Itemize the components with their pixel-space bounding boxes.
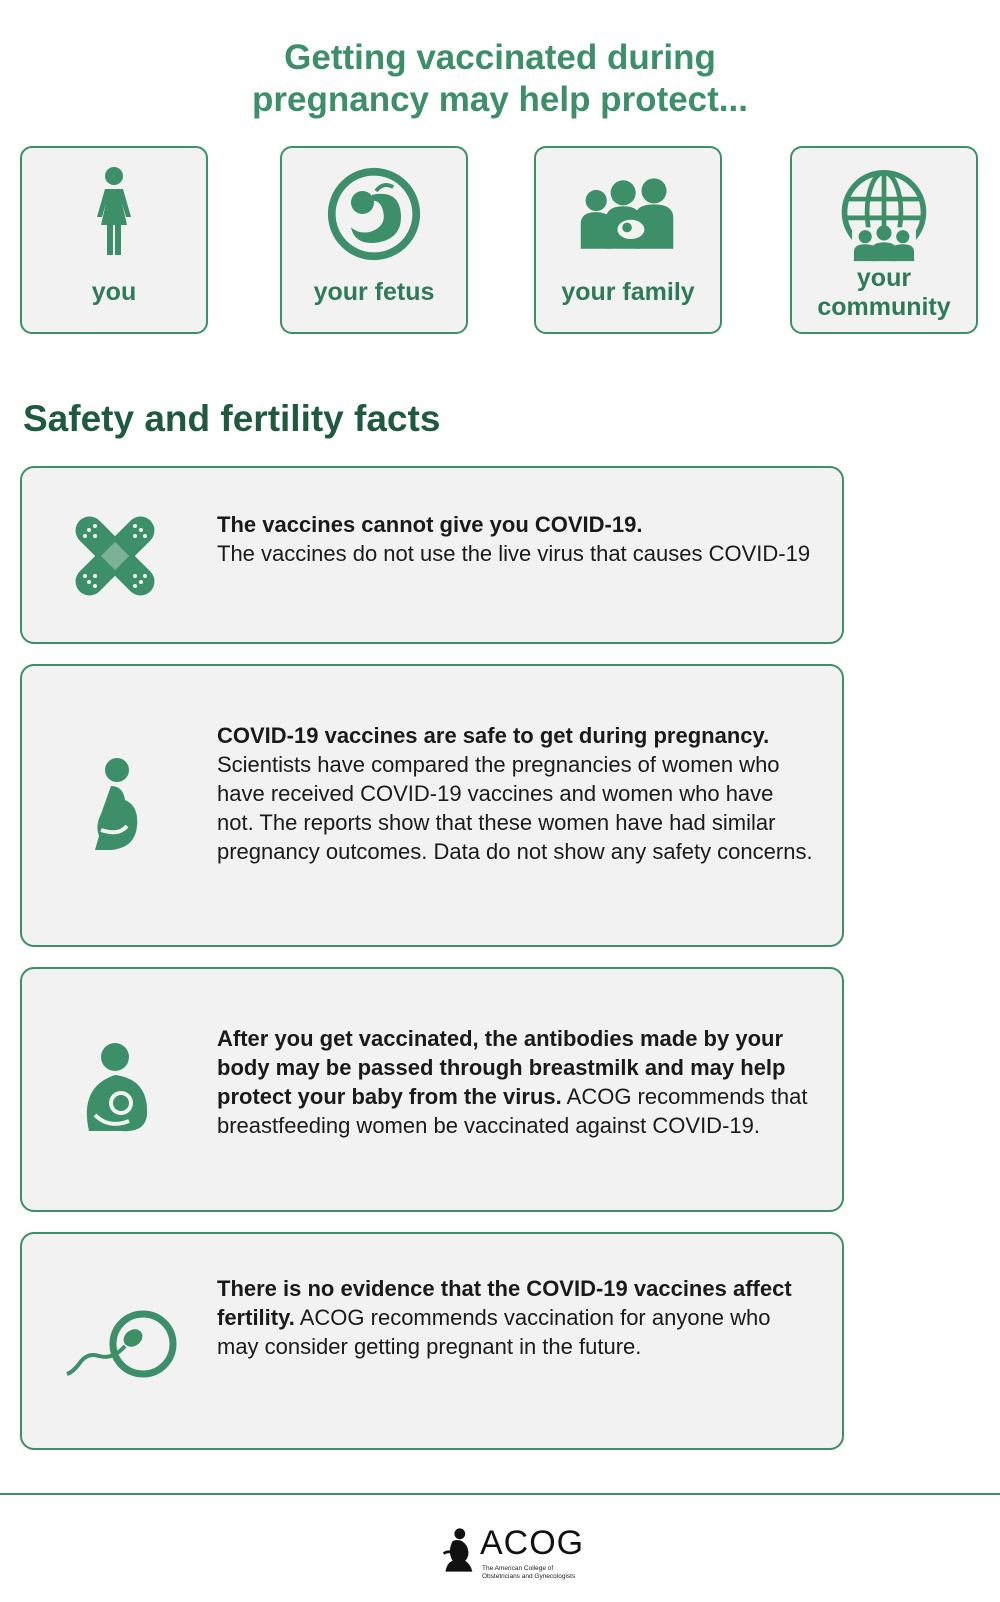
fact-body: ACOG recommends that breastfeeding women be vaccinated against COVID-19. xyxy=(217,1084,808,1138)
tile-your-fetus xyxy=(280,146,468,334)
globe-community-icon xyxy=(792,166,976,270)
fact-bold: After you get vaccinated, the antibodies made by your body may be passed through breastmilk and may help protect your baby from the virus. xyxy=(217,1026,786,1109)
fact-card-4 xyxy=(20,1232,844,1450)
fertility-icon xyxy=(58,1304,188,1389)
fact-bold: There is no evidence that the COVID-19 vaccines affect fertility. xyxy=(217,1276,792,1330)
section-title: Safety and fertility facts xyxy=(23,398,441,439)
fetus-icon xyxy=(282,164,466,268)
fact-bold: COVID-19 vaccines are safe to get during pregnancy. xyxy=(217,723,770,748)
fact-card-1 xyxy=(20,466,844,644)
logo-wordmark: ACOG xyxy=(480,1524,585,1562)
bandage-icon xyxy=(60,506,170,611)
tile-label-line-2: community xyxy=(817,293,951,321)
tile-your-community xyxy=(790,146,978,334)
woman-icon xyxy=(22,164,206,268)
fact-body: Scientists have compared the pregnancies of women who have received COVID-19 vaccines and women who have not. The reports show that these women have had similar pregnancy outcomes. Data do not show any safety concerns. xyxy=(217,752,813,864)
fact-bold: The vaccines cannot give you COVID-19. xyxy=(217,512,643,537)
breastfeeding-icon xyxy=(60,1041,170,1146)
pregnant-woman-icon xyxy=(60,756,170,861)
fact-text xyxy=(217,1274,816,1361)
tile-label-line-1: your xyxy=(856,264,912,292)
headline-line-1: Getting vaccinated during xyxy=(284,38,716,77)
acog-logo xyxy=(440,1524,600,1584)
fact-card-2 xyxy=(20,664,844,947)
fact-text xyxy=(217,1024,816,1140)
tile-you xyxy=(20,146,208,334)
fact-card-3 xyxy=(20,967,844,1212)
fact-text xyxy=(217,510,816,568)
fact-body: ACOG recommends vaccination for anyone who may consider getting pregnant in the future. xyxy=(217,1305,771,1359)
family-icon xyxy=(536,164,720,268)
logo-subtitle-1: The American College of xyxy=(482,1565,554,1572)
acog-mark-icon xyxy=(440,1526,476,1574)
tile-label: your family xyxy=(561,278,695,306)
tile-label: your fetus xyxy=(313,278,435,306)
fact-text xyxy=(217,721,816,866)
footer-divider xyxy=(0,1493,1000,1495)
logo-subtitle-2: Obstetricians and Gynecologists xyxy=(482,1573,576,1580)
headline-line-2: pregnancy may help protect... xyxy=(252,80,748,119)
tile-your-family xyxy=(534,146,722,334)
tile-label: you xyxy=(91,278,137,306)
fact-body: The vaccines do not use the live virus that causes COVID-19 xyxy=(217,541,811,566)
